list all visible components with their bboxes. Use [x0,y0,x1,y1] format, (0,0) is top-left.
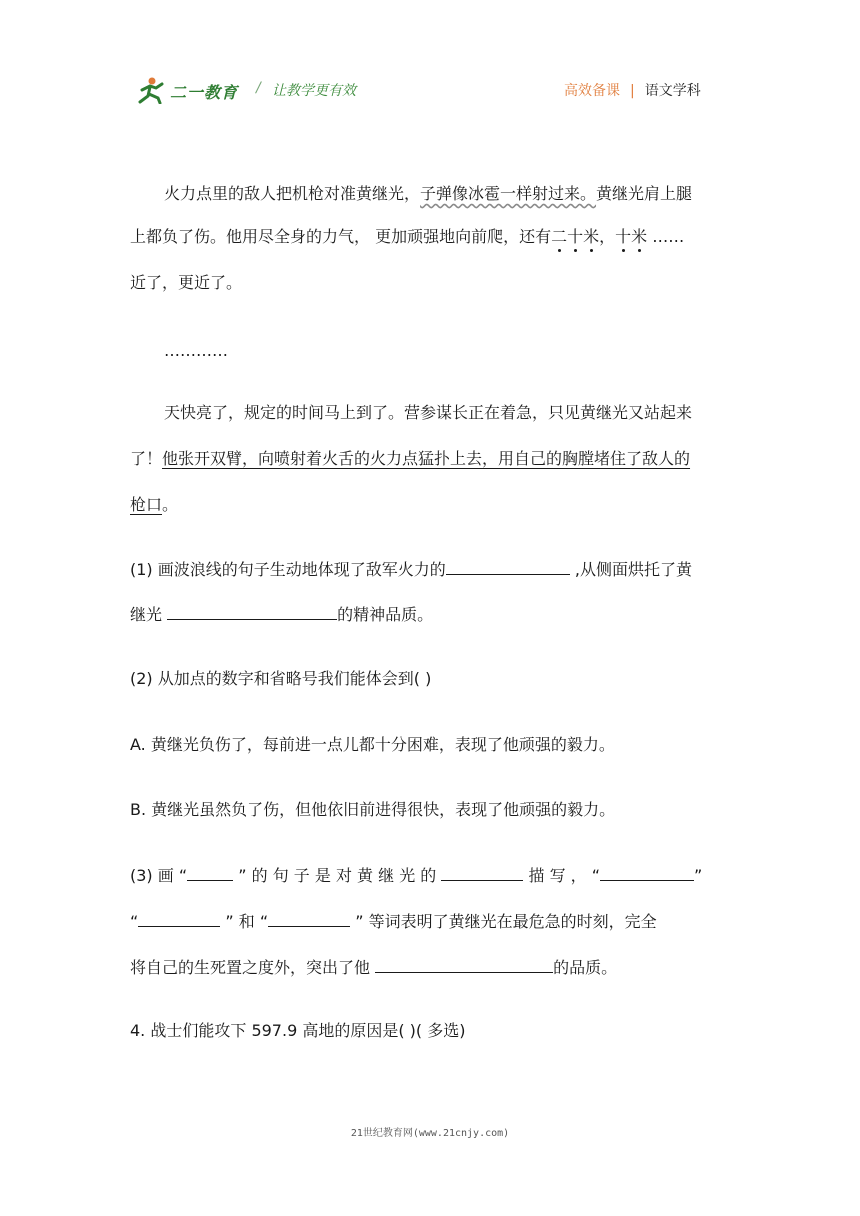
text-span: 。 [162,495,179,514]
text-span: 继光 [130,605,168,624]
question-1-line-2 [130,603,433,626]
header-slogan: 让教学更有效 [272,83,356,99]
header-right [564,80,701,100]
underlined-sentence: 他张开双臂，向喷射着火舌的火力点猛扑上去，用自己的胸膛堵住了敌人的 [162,449,691,468]
answer-blank[interactable] [268,910,350,927]
answer-blank[interactable] [446,558,570,575]
passage-line-2 [130,226,684,248]
passage-line-5 [130,448,690,470]
dotted-char: 米 [631,227,648,246]
question-3-line-1 [130,864,702,887]
text-span: ， [599,227,616,246]
answer-blank[interactable] [167,603,337,620]
header-slash: / [256,80,261,96]
passage-dots: ………… [164,341,228,360]
text-span: 上都负了伤。他用尽全身的力气， 更加顽强地向前爬，还有 [130,227,552,246]
header-separator: | [630,83,635,99]
underlined-sentence-end: 枪口 [130,495,163,514]
passage-line-3: 近了，更近了。 [130,273,243,292]
answer-blank[interactable] [600,864,694,881]
header-label-prep: 高效备课 [564,83,620,99]
answer-blank[interactable] [187,864,233,881]
dotted-char: 米 [583,227,600,246]
question-2-option-b: B. 黄继光虽然负了伤，但他依旧前进得很快，表现了他顽强的毅力。 [130,800,616,819]
answer-blank[interactable] [138,910,220,927]
text-span: (1) 画波浪线的句子生动地体现了敌军火力的 [130,560,446,579]
text-span: ” 和 “ [220,912,269,931]
ellipsis: …… [647,227,685,246]
text-span: 的品质。 [553,958,618,977]
header-label-subject: 语文学科 [644,83,701,99]
dotted-char: 十 [567,227,584,246]
text-span: 的精神品质。 [337,605,434,624]
text-span: ” 等词表明了黄继光在最危急的时刻，完全 [350,912,657,931]
page-footer: 21世纪教育网(www.21cnjy.com) [350,1128,510,1139]
question-3-line-3 [130,956,617,979]
passage-line-6 [130,494,178,516]
text-span: 了！ [130,449,163,468]
logo [136,76,246,104]
answer-blank[interactable] [375,956,553,973]
dotted-char: 十 [615,227,632,246]
wavy-sentence: 子弹像冰雹一样射过来。 [420,184,597,203]
page-header [0,0,860,120]
question-1-line-1 [130,558,692,581]
dotted-char: 二 [551,227,568,246]
question-2-option-a: A. 黄继光负伤了，每前进一点儿都十分困难，表现了他顽强的毅力。 [130,735,615,754]
runner-logo-icon [136,76,170,104]
text-span: ” [694,866,703,885]
text-span: “ [130,912,139,931]
question-2: (2) 从加点的数字和省略号我们能体会到( ) [130,669,432,688]
text-span: ” 的 句 子 是 对 黄 继 光 的 [233,866,442,885]
text-span: ,从侧面烘托了黄 [569,560,692,579]
answer-blank[interactable] [441,864,523,881]
text-span: 描 写 ， “ [523,866,601,885]
passage-line-1 [164,183,692,205]
text-span: 将自己的生死置之度外，突出了他 [130,958,376,977]
text-span: 黄继光肩上腿 [596,184,693,203]
passage-line-4: 天快亮了，规定的时间马上到了。营参谋长正在着急，只见黄继光又站起来 [164,403,693,422]
question-4: 4. 战士们能攻下 597.9 高地的原因是( )( 多选) [130,1021,466,1040]
text-span: (3) 画 “ [130,866,188,885]
logo-text: 二一教育 [170,83,239,102]
question-3-line-2 [130,910,657,933]
text-span: 火力点里的敌人把机枪对准黄继光， [164,184,421,203]
